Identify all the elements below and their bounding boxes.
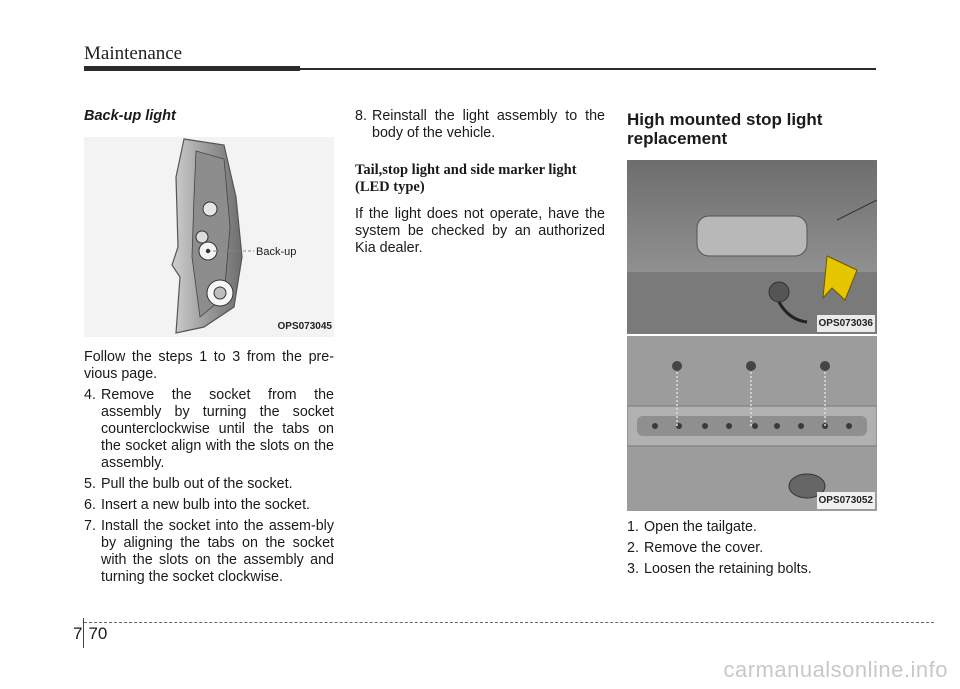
- chapter-number: 7: [73, 624, 83, 643]
- step-item: [84, 387, 334, 472]
- step-number: 2.: [627, 540, 639, 556]
- page-number-value: 70: [88, 624, 108, 643]
- figure-code: OPS073045: [277, 321, 332, 332]
- retaining-bolts-illustration: [627, 336, 877, 511]
- footer-dashed-rule: [84, 622, 934, 623]
- step-item: [84, 476, 334, 493]
- back-up-callout-label: Back-up: [256, 246, 297, 258]
- step-item: [627, 561, 877, 578]
- tailgate-lamp-illustration: [627, 160, 877, 334]
- step-text: Install the socket into the assem-bly by aligning the tabs on the socket with the slots on the assembly and turning the socket clockwise.: [101, 518, 334, 585]
- step-number: 3.: [627, 561, 639, 577]
- step-text: Pull the bulb out of the socket.: [101, 476, 293, 492]
- stop-light-figure-1: [627, 160, 877, 334]
- step-number: 4.: [84, 387, 96, 403]
- led-light-paragraph: If the light does not operate, have the system be checked by an authorized Kia dealer.: [355, 206, 605, 256]
- header-rule-thick: [84, 66, 300, 71]
- step-number: 7.: [84, 518, 96, 534]
- site-watermark: carmanualsonline.info: [723, 657, 948, 682]
- step-text: Remove the socket from the assembly by turning the socket counterclockwise until the tabs on the socket align with the slots on the assembly.: [101, 387, 334, 471]
- stop-light-heading: High mounted stop light replacement: [627, 110, 823, 148]
- step-text: Loosen the retaining bolts.: [644, 561, 812, 577]
- step-item: [355, 108, 605, 142]
- step-text: Remove the cover.: [644, 540, 764, 556]
- section-title: Maintenance: [84, 43, 183, 64]
- figure-code: OPS073052: [817, 492, 876, 509]
- step-item: [627, 540, 877, 557]
- backup-light-subheading: Back-up light: [84, 108, 176, 124]
- step-text: Insert a new bulb into the socket.: [101, 497, 311, 513]
- step-number: 5.: [84, 476, 96, 492]
- step-number: 6.: [84, 497, 96, 513]
- step-number: 8.: [355, 108, 367, 124]
- page-number: [73, 624, 107, 644]
- step-item: [84, 518, 334, 586]
- step-text: Reinstall the light assembly to the body of the vehicle.: [372, 108, 605, 141]
- column-3: [627, 108, 877, 582]
- stop-light-figure-2: [627, 336, 877, 511]
- column-2: [355, 108, 605, 261]
- header-rule-thin: [300, 68, 876, 70]
- intro-text: Follow the steps 1 to 3 from the pre-vious page.: [84, 349, 334, 382]
- led-light-subheading: Tail,stop light and side marker light (LED type): [355, 162, 577, 195]
- step-item: [84, 497, 334, 514]
- column-1: [84, 108, 334, 590]
- tail-lamp-illustration: [84, 137, 334, 337]
- figure-code: OPS073036: [817, 315, 876, 332]
- step-number: 1.: [627, 519, 639, 535]
- step-item: [627, 519, 877, 536]
- backup-light-figure: [84, 137, 334, 337]
- step-text: Open the tailgate.: [644, 519, 757, 535]
